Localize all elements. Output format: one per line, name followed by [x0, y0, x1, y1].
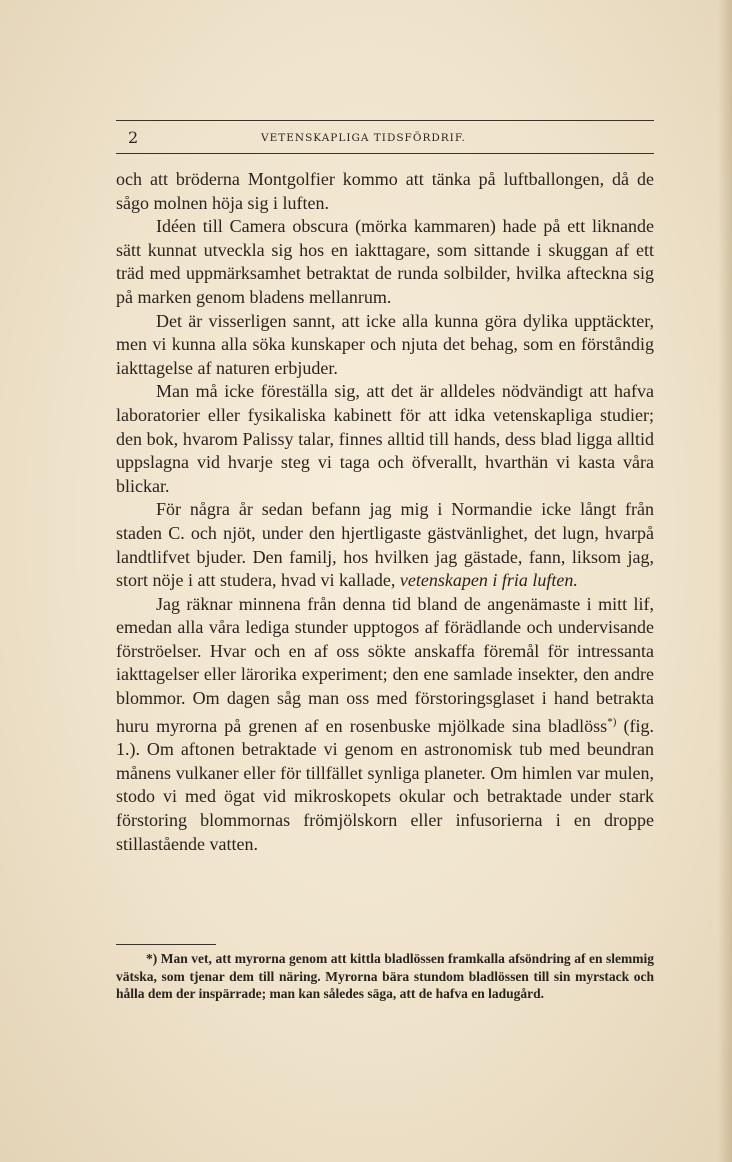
paragraph-6-continuation: (fig. 1.). Om aftonen betraktade vi genom en astronomisk tub med beundran månens vulkaner eller för tillfället synliga planeter. Om himlen var mulen, stodo vi med ögat vid mikroskopets okular och betraktade under stark förstoring blommornas frömjölskorn eller infusorierna i en droppe stillastående vatten. — [116, 715, 655, 854]
running-head: VETENSKAPLIGA TIDSFÖRDRIF. — [261, 132, 466, 144]
footnote-text: Man vet, att myrorna genom att kittla bladlössen framkalla afsöndring af en slemmig vätska, som tjenar dem till näring. Myrorna bära stundom bladlössen till sin myrstack och hålla dem der inspärrade; man kan således säga, att de hafva en ladugård. — [116, 951, 654, 1001]
footnote — [116, 950, 654, 1003]
footnote-marker: *) — [146, 951, 158, 966]
footnote-reference: *) — [607, 715, 617, 728]
body-text — [116, 168, 654, 856]
paragraph-1: och att bröderna Montgolfier kommo att tänka på luftballongen, då de sågo molnen höja sig i luften. — [116, 169, 654, 213]
page-number: 2 — [128, 128, 139, 147]
paragraph-3: Det är visserligen sannt, att icke alla kunna göra dylika upptäckter, men vi kunna alla söka kunskaper och njuta det behag, som en förståndig iakttagelse af naturen erbjuder. — [116, 310, 654, 378]
paragraph-5 — [116, 498, 654, 592]
page-header — [116, 120, 654, 154]
paragraph-4: Man må icke föreställa sig, att det är alldeles nödvändigt att hafva laboratorier eller fysikaliska kabinett för att idka vetenskapliga studier; den bok, hvarom Palissy talar, finnes alltid till hands, dess blad ligga alltid uppslagna vid hvarje steg vi taga och öfverallt, hvarthän vi kasta våra blickar. — [116, 381, 654, 496]
italic-phrase: vetenskapen i fria luften. — [399, 570, 578, 591]
paragraph-5-text: För några år sedan befann jag mig i Normandie icke långt från staden C. och njöt, under den hjertligaste gästvänlighet, det lugn, hvarpå landtlifvet bjuder. Den familj, hos hvilken jag gästade, fann, liksom jag, stort nöje i att studera, hvad vi kallade, — [116, 499, 654, 591]
paragraph-2: Idéen till Camera obscura (mörka kammaren) hade på ett liknande sätt kunnat utveckla sig hos en iakttagare, som sittande i skuggan af ett träd med uppmärksamhet betraktat de runda solbilder, hvilka afteckna sig på marken genom bladens mellanrum. — [116, 216, 654, 307]
footnote-divider — [116, 944, 216, 945]
paragraph-6 — [116, 593, 654, 857]
paragraph-6-text: Jag räknar minnena från denna tid bland de angenämaste i mitt lif, emedan alla våra lediga stunder upptogos af förädlande och undervisande förströelser. Hvar och en af oss sökte anskaffa föremål för intressanta iakttagelser eller lärorika experiment; den ene samlade insekter, den andre blommor. Om dagen såg man oss med förstoringsglaset i hand betrakta huru myrorna på grenen af en rosenbuske mjölkade sina bladlöss — [116, 593, 654, 736]
page-edge — [718, 0, 732, 1162]
